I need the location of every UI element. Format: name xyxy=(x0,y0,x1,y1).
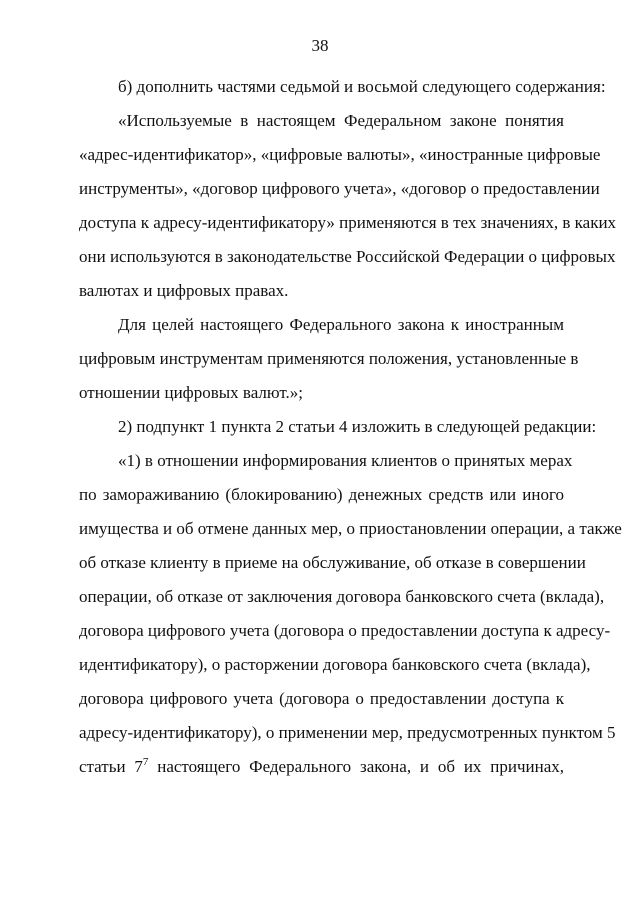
text-line: «1) в отношении информирования клиентов о принятых мерах xyxy=(118,451,573,470)
text-line: Для целей настоящего Федерального закона к иностранным xyxy=(118,315,564,334)
text-line: имущества и об отмене данных мер, о приостановлении операции, а также xyxy=(79,519,622,538)
text-line: договора цифрового учета (договора о предоставлении доступа к адресу- xyxy=(79,621,611,640)
text-line: 2) подпункт 1 пункта 2 статьи 4 изложить в следующей редакции: xyxy=(118,417,597,436)
text-line: «Используемые в настоящем Федеральном законе понятия xyxy=(118,111,564,130)
text-line: отношении цифровых валют.»; xyxy=(79,383,303,402)
superscript: 7 xyxy=(142,756,149,768)
text-line: доступа к адресу-идентификатору» применяются в тех значениях, в каких xyxy=(79,213,617,232)
text-line xyxy=(79,757,564,777)
text-line: они используются в законодательстве Российской Федерации о цифровых xyxy=(79,247,616,266)
text-line: б) дополнить частями седьмой и восьмой следующего содержания: xyxy=(118,77,606,96)
text-line: адресу-идентификатору), о применении мер, предусмотренных пунктом 5 xyxy=(79,723,616,742)
text-line: об отказе клиенту в приеме на обслуживание, об отказе в совершении xyxy=(79,553,586,572)
text-line: договора цифрового учета (договора о предоставлении доступа к xyxy=(79,689,564,708)
text-line: идентификатору), о расторжении договора банковского счета (вклада), xyxy=(79,655,591,674)
text-line: инструменты», «договор цифрового учета», «договор о предоставлении xyxy=(79,179,600,198)
text-line: «адрес-идентификатор», «цифровые валюты», «иностранные цифровые xyxy=(79,145,601,164)
page-number: 38 xyxy=(311,36,329,55)
text-run: статьи 7 xyxy=(79,757,143,776)
text-line: операции, об отказе от заключения договора банковского счета (вклада), xyxy=(79,587,605,606)
text-line: валютах и цифровых правах. xyxy=(79,281,289,300)
text-line: по замораживанию (блокированию) денежных средств или иного xyxy=(79,485,564,504)
text-line: цифровым инструментам применяются положения, установленные в xyxy=(79,349,579,368)
text-run: настоящего Федерального закона, и об их причинах, xyxy=(148,757,564,776)
